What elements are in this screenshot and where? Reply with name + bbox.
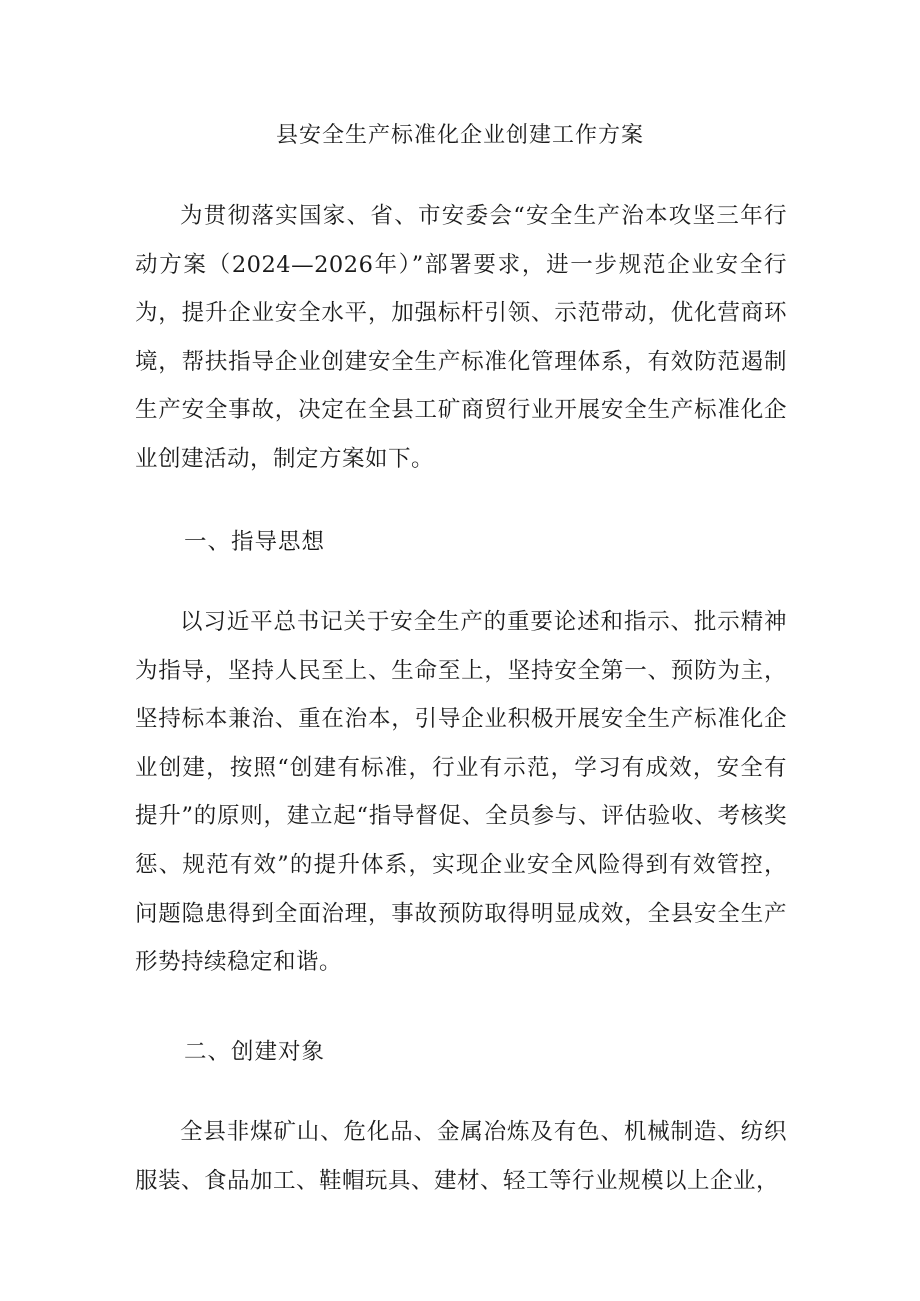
section-heading-guiding-ideology: 一、指导思想 [184,529,326,555]
section-body-guiding-ideology: 以习近平总书记关于安全生产的重要论述和指示、批示精神为指导，坚持人民至上、生命至上，坚持安全第一、预防为主，坚持标本兼治、重在治本，引导企业积极开展安全生产标准化企业创建，按照“创建有标准，行业有示范，学习有成效，安全有提升”的原则，建立起“指导督促、全员参与、评估验收、考核奖惩、规范有效”的提升体系，实现企业安全风险得到有效管控，问题隐患得到全面治理，事故预防取得明显成效，全县安全生产形势持续稳定和谐。 [135,609,787,976]
section-body-creation-targets: 全县非煤矿山、危化品、金属冶炼及有色、机械制造、纺织服装、食品加工、鞋帽玩具、建材、轻工等行业规模以上企业， [135,1119,787,1194]
document-title: 县安全生产标准化企业创建工作方案 [275,123,644,148]
intro-paragraph: 为贯彻落实国家、省、市安委会“安全生产治本攻坚三年行动方案（2024—2026年）”部署要求，进一步规范企业安全行为，提升企业安全水平，加强标杆引领、示范带动，优化营商环境，帮扶指导企业创建安全生产标准化管理体系，有效防范遏制生产安全事故，决定在全县工矿商贸行业开展安全生产标准化企业创建活动，制定方案如下。 [135,203,787,472]
section-heading-creation-targets: 二、创建对象 [184,1039,326,1065]
